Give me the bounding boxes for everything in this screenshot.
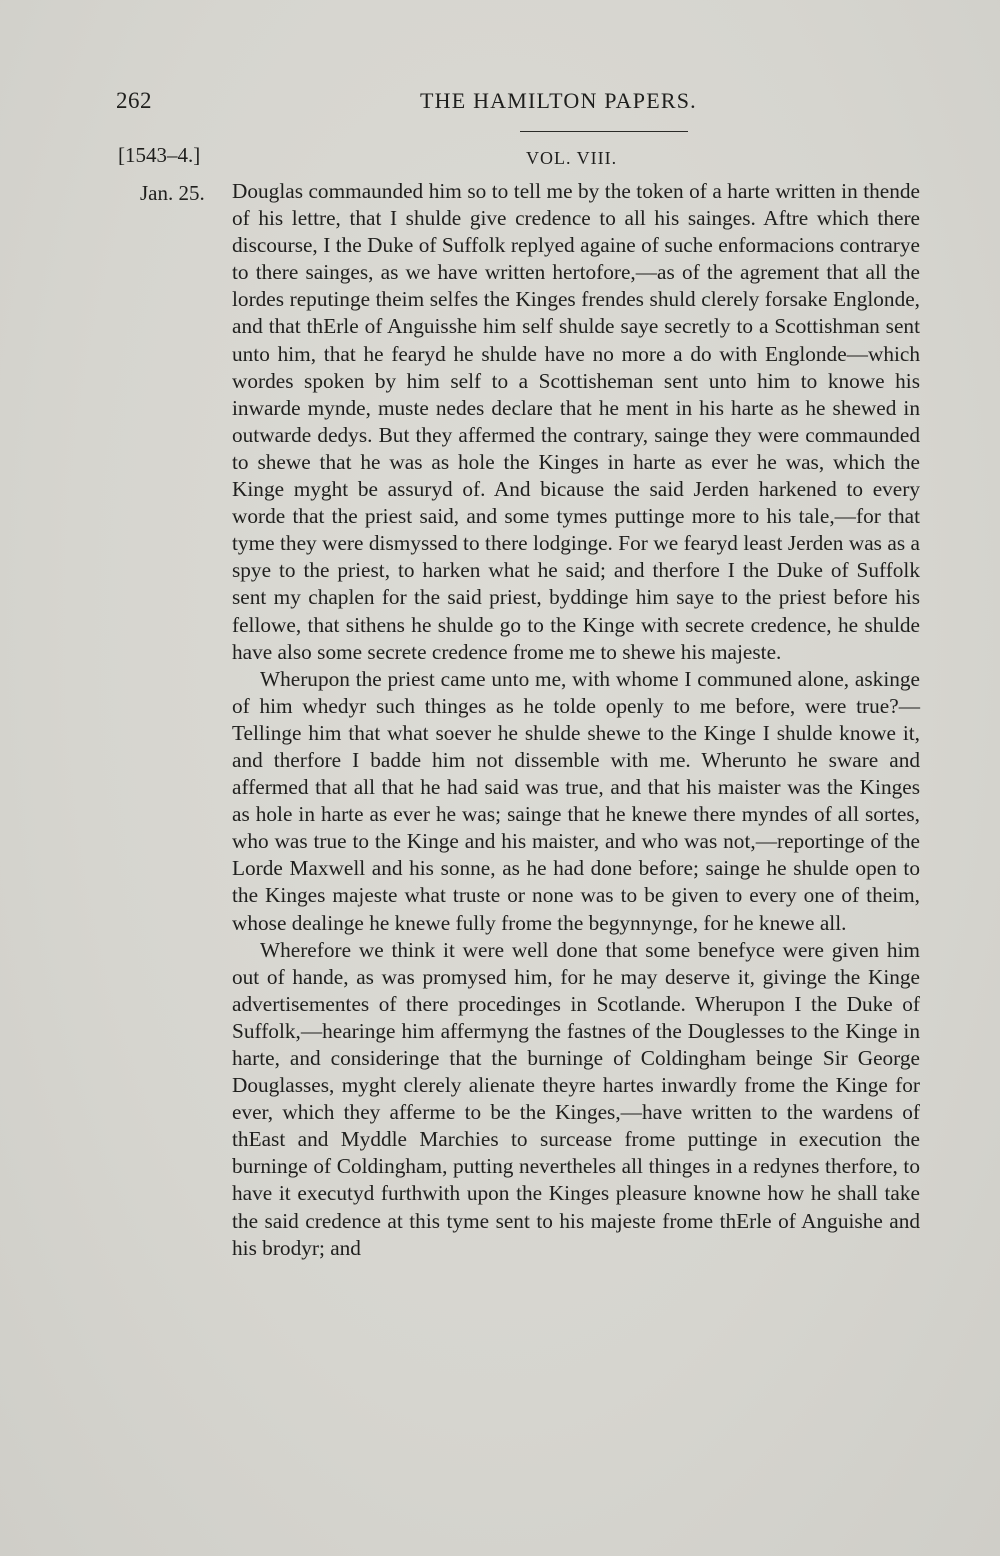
paragraph-3: Wherefore we think it were well done that some benefyce were given him out of hande, as was promysed him, for he may deserve it, givinge the Kinge advertisementes of there procedinges in Scotlande. Wherupon I the Duke of Suffolk,—hearinge him affermyng the fastnes of the Douglesses to the Kinge in harte, and consideringe that the burninge of Coldingham beinge Sir George Douglasses, myght clerely alienate theyre hartes inwardly frome the Kinge for ever, which they afferme to be the Kinges,—have written to the wardens of thEast and Myddle Marchies to surcease frome puttinge in execution the burninge of Coldingham, putting nevertheles all thinges in a redynes therfore, to have it executyd furthwith upon the Kinges pleasure knowne how he shall take the said credence at this tyme sent to his majeste frome thErle of Anguishe and his brodyr; and (232, 937, 920, 1260)
margin-date: Jan. 25. (140, 181, 205, 205)
running-title: THE HAMILTON PAPERS. (420, 88, 697, 113)
paragraph-1: Douglas commaunded him so to tell me by the token of a harte written in thende of his lettre, that I shulde give credence to all his sainges. Aftre which there discourse, I the Duke of Suffolk replyed againe of suche enformacions contrarye to there sainges, as we have written hertofore,—as of the agrement that all the lordes reputinge theim selfes the Kinges frendes shuld clerely forsake Englonde, and that thErle of Anguisshe him self shulde saye secretly to a Scottishman sent unto him, that he fearyd he shulde have no more a do with Englonde—which wordes spoken by him self to a Scottisheman sent unto him to knowe his inwarde mynde, muste nedes declare that he ment in his harte as he shewed in outwarde dedys. But they affermed the contrary, sainge they were commaunded to shewe that he was as hole the Kinges in harte as ever he was, which the Kinge myght be assuryd of. And bicause the said Jerden harkened to every worde that the priest said, and some tymes puttinge more to his tale,—for that tyme they were dismyssed to there lodginge. For we fearyd least Jerden was as a spye to the priest, to harken what he said; and therfore I the Duke of Suffolk sent my chaplen for the said priest, byddinge him saye to the priest before his fellowe, that sithens he shulde go to the Kinge with secrete credence, he shulde have also some secrete credence frome me to shewe his majeste. (232, 179, 920, 664)
header-rule (520, 131, 688, 132)
margin-year: [1543–4.] (118, 143, 201, 167)
body-text (232, 178, 920, 1262)
page-number: 262 (116, 88, 152, 113)
paragraph-2: Wherupon the priest came unto me, with whome I communed alone, askinge of him whedyr such thinges as he tolde openly to me before, were true?—Tellinge him that what soever he shulde shewe to the Kinge I shulde knowe it, and therfore I badde him not dissemble with me. Wherunto he sware and affermed that all that he had said was true, and that his maister was the Kinges as hole in harte as ever he was; sainge that he knewe there myndes of all sortes, who was true to the Kinge and his maister, and who was not,—reportinge of the Lorde Maxwell and his sonne, as he had done before; sainge he shulde open to the Kinges majeste what truste or none was to be given to every one of theim, whose dealinge he knewe fully frome the begynnynge, for he knewe all. (232, 666, 920, 935)
volume-label: VOL. VIII. (526, 148, 618, 168)
